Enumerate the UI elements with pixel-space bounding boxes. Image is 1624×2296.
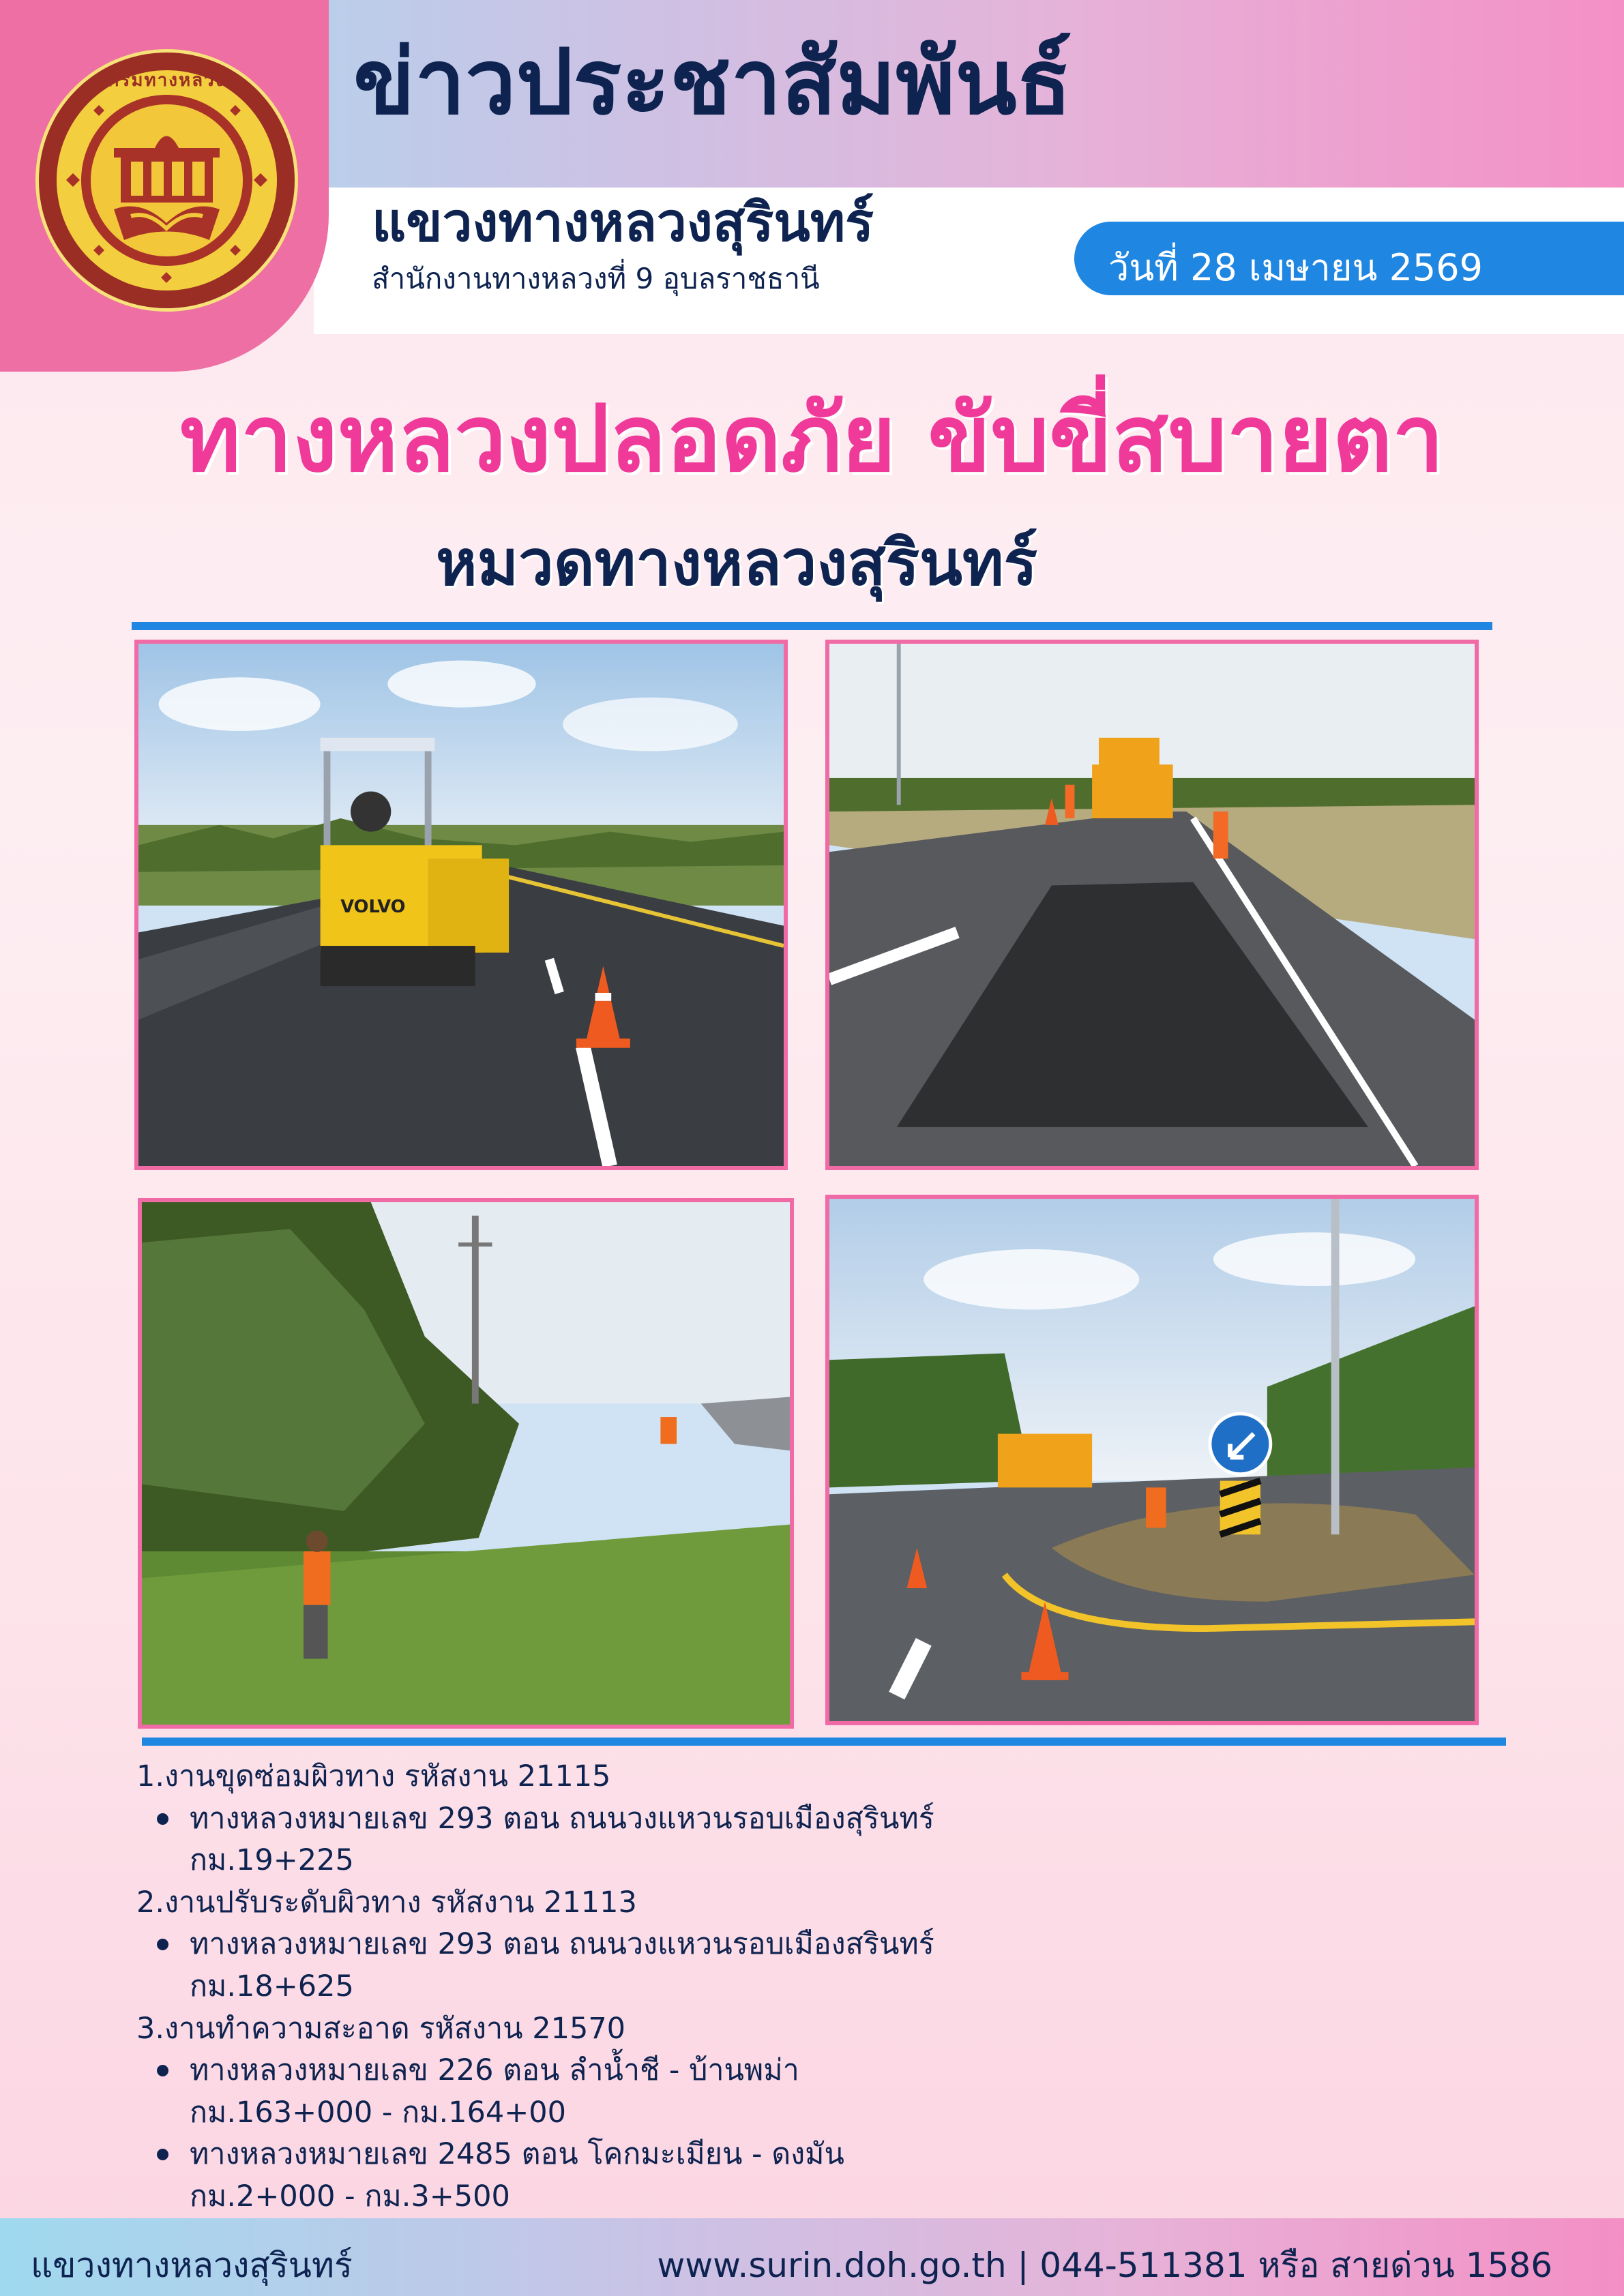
top-divider xyxy=(132,622,1492,630)
bullet-icon xyxy=(157,1939,168,1950)
work-items-list xyxy=(136,1756,1501,2218)
photo-asphalt-repair xyxy=(825,640,1479,1170)
bullet-icon xyxy=(157,1813,168,1825)
road-roller-photo-icon xyxy=(138,644,784,1166)
list-item-location: ทางหลวงหมายเลข 293 ตอน ถนนวงแหวนรอบเมืองสุรินทร์ xyxy=(190,1801,934,1836)
roadside-cleaning-photo-icon xyxy=(142,1202,790,1725)
department-of-highways-seal-icon xyxy=(35,49,298,312)
work-item-title: 3.งานทำความสะอาด รหัสงาน 21570 xyxy=(136,2011,626,2046)
list-item-km: กม.19+225 xyxy=(190,1843,354,1878)
seal-emblem-icon xyxy=(39,53,295,308)
subheadline: หมวดทางหลวงสุรินทร์ xyxy=(435,526,1038,599)
office-name: แขวงทางหลวงสุรินทร์ xyxy=(372,192,874,254)
work-item-title: 1.งานขุดซ่อมผิวทาง รหัสงาน 21115 xyxy=(136,1759,611,1793)
bullet-icon xyxy=(157,2149,168,2160)
bullet-icon xyxy=(157,2065,168,2076)
intersection-maintenance-photo-icon xyxy=(829,1199,1475,1721)
date-text: วันที่ 28 เมษายน 2569 xyxy=(1108,246,1483,289)
photo-roadside-cleaning xyxy=(138,1198,794,1729)
photo-intersection-maintenance xyxy=(825,1195,1479,1725)
list-item-location: ทางหลวงหมายเลข 226 ตอน ลำน้ำชี - บ้านพม่า xyxy=(190,2053,799,2088)
date-badge xyxy=(1074,222,1624,295)
svg-text:VOLVO: VOLVO xyxy=(340,896,406,917)
work-item-title: 2.งานปรับระดับผิวทาง รหัสงาน 21113 xyxy=(136,1885,637,1920)
page-title: ข่าวประชาสัมพันธ์ xyxy=(353,30,1072,135)
footer-contact[interactable]: www.surin.doh.go.th | 044-511381 หรือ สายด่วน 1586 xyxy=(657,2246,1552,2285)
office-subtitle: สำนักงานทางหลวงที่ 9 อุบลราชธานี xyxy=(372,262,820,295)
photo-road-roller xyxy=(134,640,788,1170)
logo-tile xyxy=(0,0,329,372)
list-item-km: กม.18+625 xyxy=(190,1969,354,2003)
bottom-divider xyxy=(142,1738,1506,1746)
list-item-km: กม.2+000 - กม.3+500 xyxy=(190,2179,510,2213)
list-item-location: ทางหลวงหมายเลข 293 ตอน ถนนวงแหวนรอบเมืองสรินทร์ xyxy=(190,1927,934,1962)
list-item xyxy=(136,2050,1501,2134)
list-item-km: กม.163+000 - กม.164+00 xyxy=(190,2095,566,2130)
headline: ทางหลวงปลอดภัย ขับขี่สบายตา xyxy=(179,385,1445,492)
list-item-location: ทางหลวงหมายเลข 2485 ตอน โคกมะเมียน - ดงมัน xyxy=(190,2137,844,2172)
footer-office-name: แขวงทางหลวงสุรินทร์ xyxy=(31,2246,353,2285)
list-item xyxy=(136,1924,1501,2008)
logo-text: กรมทางหลวง xyxy=(108,70,226,91)
asphalt-repair-photo-icon xyxy=(829,644,1475,1166)
list-item xyxy=(136,2134,1501,2218)
footer xyxy=(0,2218,1624,2296)
list-item xyxy=(136,1798,1501,1882)
